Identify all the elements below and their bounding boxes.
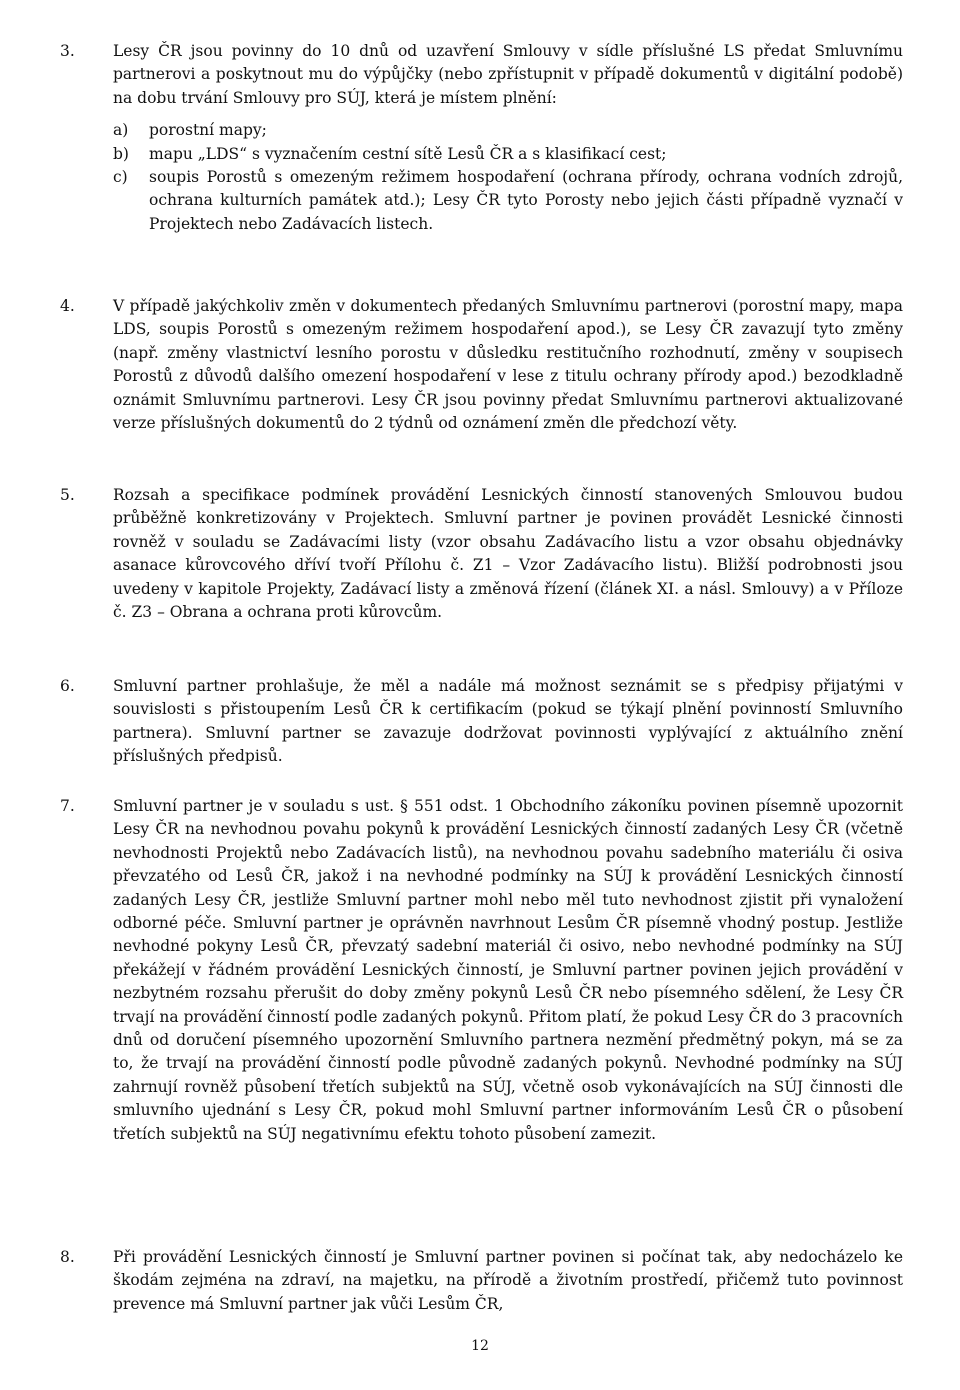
clause-6 bbox=[60, 675, 903, 769]
clause-text: Smluvní partner prohlašuje, že měl a nadále má možnost seznámit se s předpisy přijatými v souvislosti s přistoupením Lesů ČR k certifikacím (pokud se týkají plnění povinností Smluvního partnera). Smluvní partner se zavazuje dodržovat povinnosti vyplývající z aktuálního znění příslušných předpisů. bbox=[113, 677, 903, 766]
clause-7 bbox=[60, 795, 903, 1146]
clause-number: 8. bbox=[60, 1248, 75, 1266]
clause-4 bbox=[60, 295, 903, 435]
clause-number: 4. bbox=[60, 297, 75, 315]
list-text: soupis Porostů s omezeným režimem hospodaření (ochrana přírody, ochrana vodních zdrojů, ochrana kulturních památek atd.); Lesy ČR tyto Porosty nebo jejich části případně vyznačí v Projektech nebo Zadávacích listech. bbox=[149, 168, 903, 233]
page-number: 12 bbox=[471, 1338, 489, 1354]
clause-number: 7. bbox=[60, 797, 75, 815]
list-item-b bbox=[113, 143, 903, 166]
list-label: a) bbox=[113, 121, 129, 140]
clause-5 bbox=[60, 484, 903, 624]
list-text: mapu „LDS“ s vyznačením cestní sítě Lesů ČR a s klasifikací cest; bbox=[149, 144, 667, 163]
clause-text: V případě jakýchkoliv změn v dokumentech předaných Smluvnímu partnerovi (porostní mapy, mapa LDS, soupis Porostů s omezeným režimem hospodaření apod.), se Lesy ČR zavazují tyto změny (např. změny vlastnictví lesního porostu v důsledku restitučního rozhodnutí, změny v soupisech Porostů z důvodů dalšího omezení hospodaření v lese z titulu ochrany přírody apod.) bezodkladně oznámit Smluvnímu partnerovi. Lesy ČR jsou povinny předat Smluvnímu partnerovi aktualizované verze příslušných dokumentů do 2 týdnů od oznámení změn dle předchozí věty. bbox=[113, 297, 903, 433]
list-item-c bbox=[113, 166, 903, 236]
list-item-a bbox=[113, 119, 903, 142]
list-label: c) bbox=[113, 168, 128, 187]
clause-3 bbox=[60, 40, 903, 236]
clause-text: Smluvní partner je v souladu s ust. § 551 odst. 1 Obchodního zákoníku povinen písemně upozornit Lesy ČR na nevhodnou povahu pokynů k provádění Lesnických činností zadaných Lesy ČR (včetně nevhodnosti Projektů nebo Zadávacích listů), na nevhodnou povahu sadebního materiálu či osiva převzatého od Lesů ČR, jakož i na nevhodné podmínky na SÚJ k provádění Lesnických činností zadaných Lesy ČR, jestliže Smluvní partner mohl nebo měl tuto nevhodnost zjistit při vynaložení odborné péče. Smluvní partner je oprávněn navrhnout Lesům ČR písemně vhodný postup. Jestliže nevhodné pokyny Lesů ČR, převzatý sadební materiál či osivo, nebo nevhodné podmínky na SÚJ překážejí v řádném provádění Lesnických činností, je Smluvní partner povinen jejich provádění v nezbytném rozsahu přerušit do doby změny pokynů Lesů ČR nebo písemného sdělení, že Lesy ČR trvají na provádění činností podle zadaných pokynů. Přitom platí, že pokud Lesy ČR do 3 pracovních dnů od doručení písemného upozornění Smluvního partnera nezmění předmětný pokyn, má se za to, že trvají na provádění činností podle původně zadaných pokynů. Nevhodné podmínky na SÚJ zahrnují rovněž působení třetích subjektů na SÚJ, včetně osob vykonávajících na SÚJ činnosti dle smluvního ujednání s Lesy ČR, pokud mohl Smluvní partner informováním Lesů ČR o působení třetích subjektů na SÚJ negativnímu efektu tohoto působení zamezit. bbox=[113, 797, 903, 1143]
list-text: porostní mapy; bbox=[149, 121, 267, 140]
clause-8 bbox=[60, 1246, 903, 1316]
clause-text: Rozsah a specifikace podmínek provádění Lesnických činností stanovených Smlouvou budou průběžně konkretizovány v Projektech. Smluvní partner je povinen provádět Lesnické činnosti rovněž v souladu se Zadávacími listy (vzor obsahu Zadávacího listu a vzor obsahu objednávky asanace kůrovcového dříví tvoří Přílohu č. Z1 – Vzor Zadávacího listu). Bližší podrobnosti jsou uvedeny v kapitole Projekty, Zadávací listy a změnová řízení (článek XI. a násl. Smlouvy) a v Příloze č. Z3 – Obrana a ochrana proti kůrovcům. bbox=[113, 486, 903, 622]
clause-number: 6. bbox=[60, 677, 75, 695]
clause-number: 3. bbox=[60, 42, 75, 60]
clause-number: 5. bbox=[60, 486, 75, 504]
clause-text: Při provádění Lesnických činností je Smluvní partner povinen si počínat tak, aby nedocházelo ke škodám zejména na zdraví, na majetku, na přírodě a životním prostředí, přičemž tuto povinnost prevence má Smluvní partner jak vůči Lesům ČR, bbox=[113, 1248, 903, 1313]
clause-text: Lesy ČR jsou povinny do 10 dnů od uzavření Smlouvy v sídle příslušné LS předat Smluvnímu partnerovi a poskytnout mu do výpůjčky (nebo zpřístupnit v případě dokumentů v digitální podobě) na dobu trvání Smlouvy pro SÚJ, která je místem plnění: bbox=[113, 42, 903, 107]
list-label: b) bbox=[113, 144, 129, 163]
